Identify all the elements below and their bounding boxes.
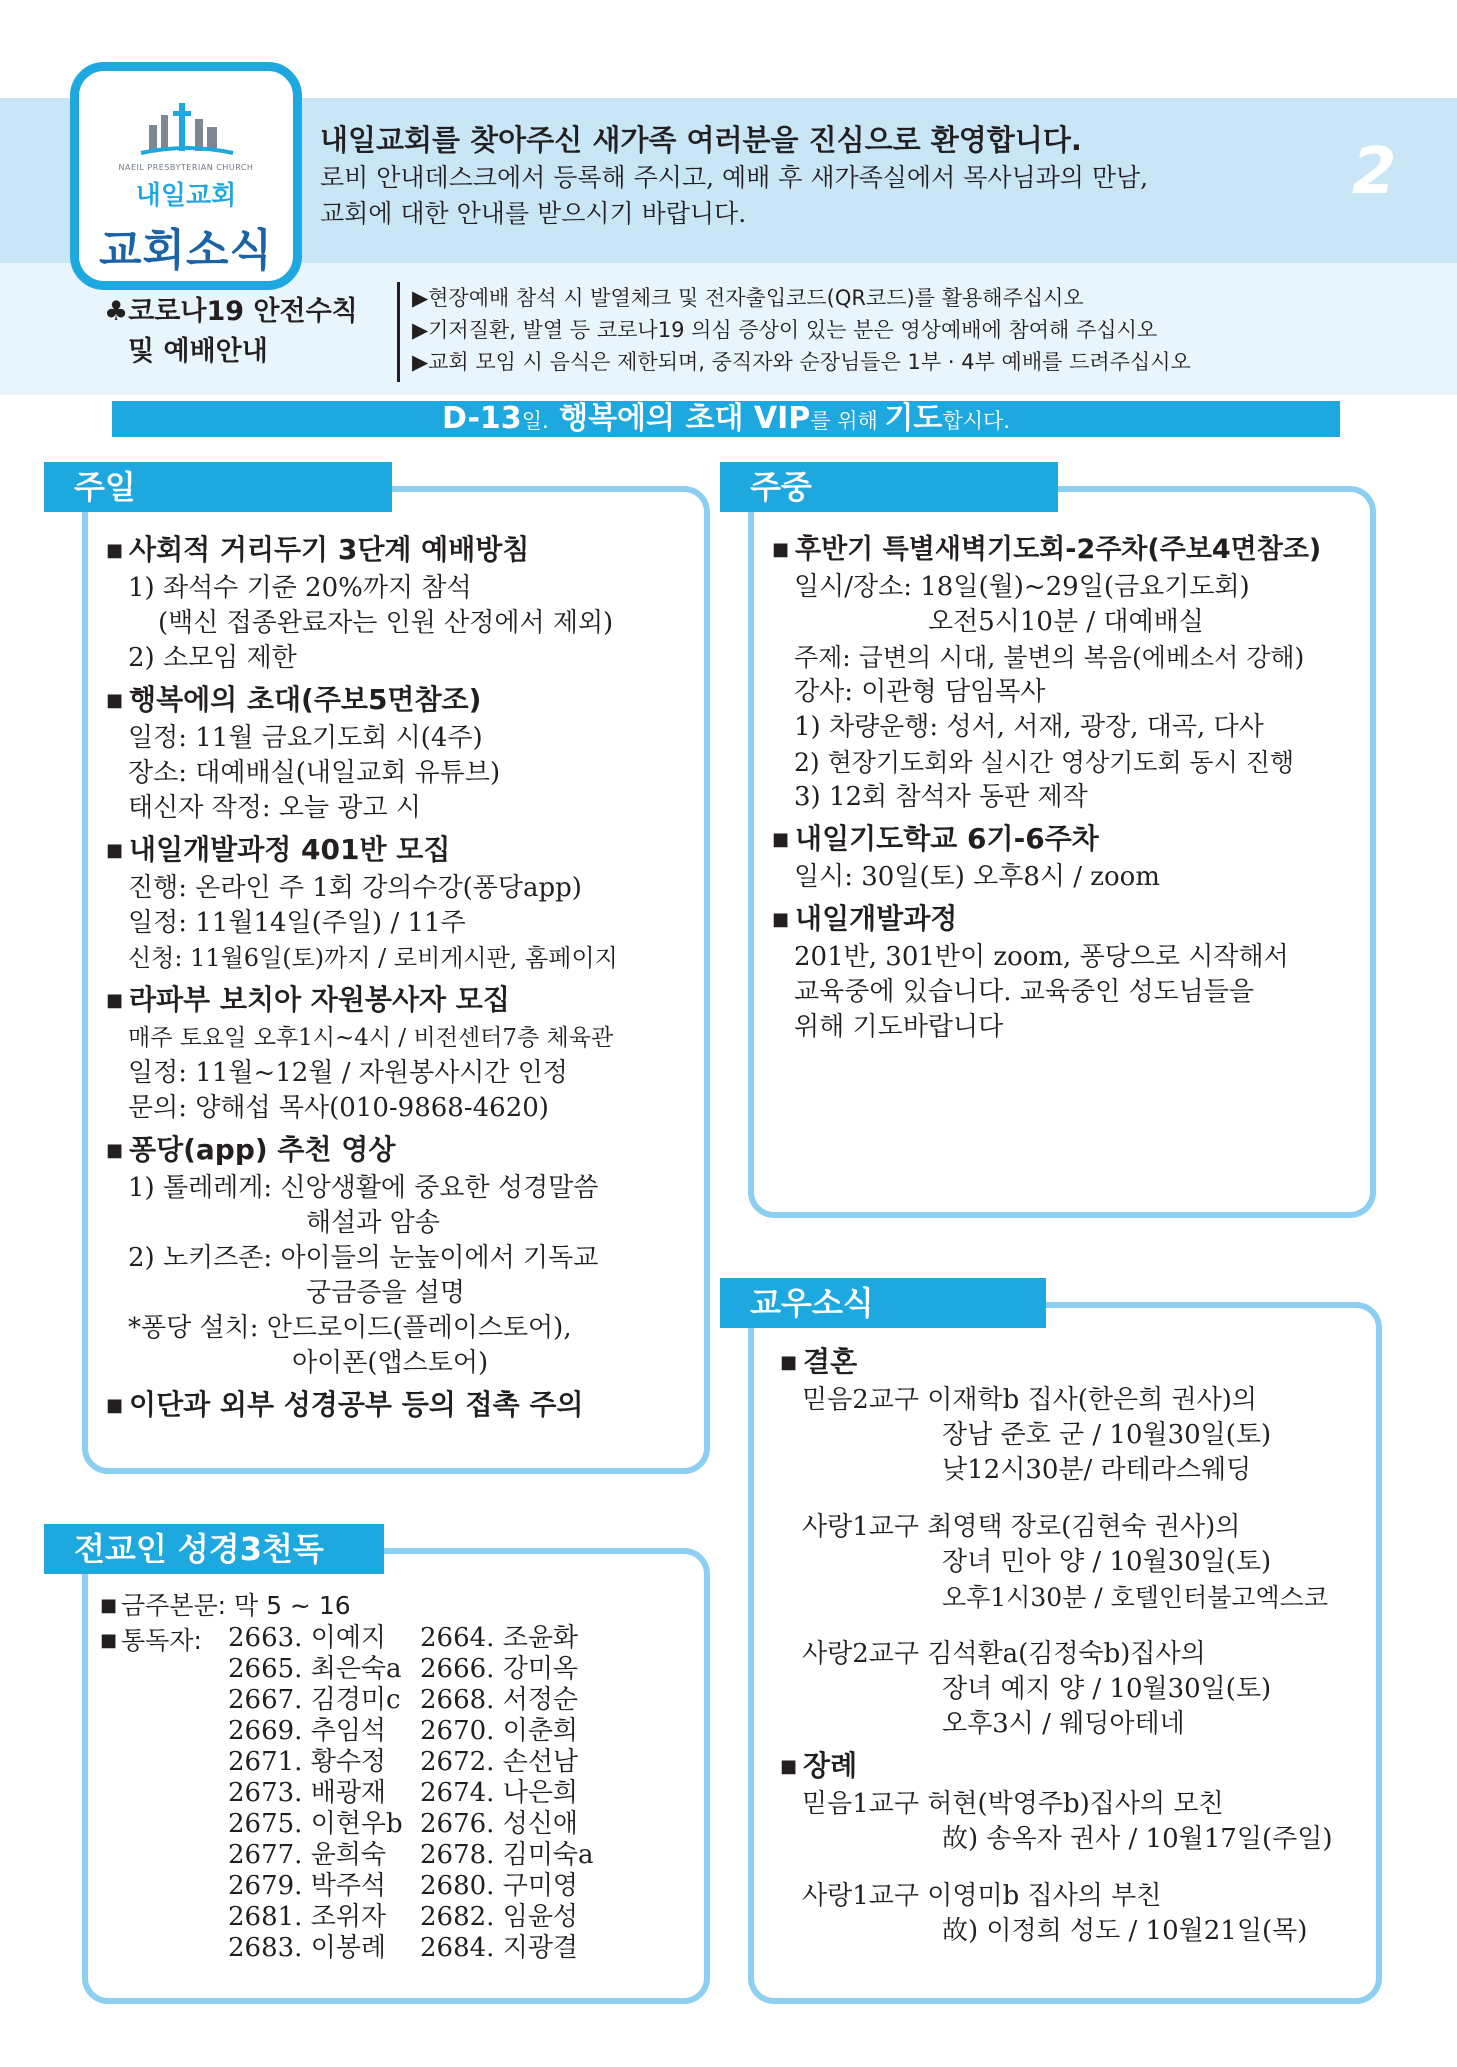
item-line: 위해 기도바랍니다 [794, 1012, 1004, 1042]
church-logo [70, 62, 302, 290]
item-title: ■ 이단과 외부 성경공부 등의 접촉 주의 [106, 1388, 584, 1421]
item-line: 일시: 30일(토) 오후8시 / zoom [794, 862, 1160, 892]
item-title: ■ 퐁당(app) 추천 영상 [106, 1133, 396, 1166]
members-item [780, 1746, 1380, 1949]
item-title: ■ 행복에의 초대(주보5면참조) [106, 683, 482, 716]
item-line: 2) 현장기도회와 실시간 영상기도회 동시 진행 [794, 748, 1295, 777]
welcome-line-2: 교회에 대한 안내를 받으시기 바랍니다. [320, 199, 747, 228]
item-line: 낮12시30분/ 라테라스웨딩 [942, 1455, 1252, 1485]
dday-count: D-13 [442, 401, 522, 436]
item-line: (백신 접종완료자는 인원 산정에서 제외) [158, 608, 614, 638]
item-line: 오후1시30분 / 호텔인터불고엑스코 [942, 1583, 1328, 1612]
weekday-item [772, 530, 1372, 815]
bible-readers-list: 2663. 이예지 2664. 조윤화 2665. 최은숙a 2666. 강미옥 2667. 김경미c 2668. 서정순 2669. 추임석 2670. 이춘희 2671. 황수정 2672. 손선남 2673. 배광재 2674. 나은희 2675. 이현우b 2676. 성신애 2677. 윤희숙 2678. 김미숙a 2679. 박주석 2680. 구미영 2681. 조위자 2682. 임윤성 2683. 이봉례 2684. 지광결 [228, 1623, 594, 1963]
sunday-item [106, 530, 706, 676]
item-line: 주제: 급변의 시대, 불변의 복음(에베소서 강해) [794, 643, 1305, 672]
logo-english-text: NAEIL PRESBYTERIAN CHURCH [118, 163, 254, 172]
dday-for: 를 위해 [810, 409, 885, 433]
bible-readers-label: ■ 통독자: [100, 1626, 202, 1655]
weekday-tab: 주중 [720, 462, 1058, 512]
item-line: *퐁당 설치: 안드로이드(플레이스토어), [128, 1313, 572, 1343]
item-line: 故) 이정희 성도 / 10월21일(목) [942, 1916, 1308, 1946]
item-line: 해설과 암송 [306, 1208, 440, 1238]
item-line: 믿음1교구 허현(박영주b)집사의 모친 [802, 1789, 1224, 1819]
covid-title-line-1: ♣코로나19 안전수칙 [104, 296, 358, 327]
sunday-tab: 주일 [44, 462, 392, 512]
item-line: 교육중에 있습니다. 교육중인 성도님들을 [794, 977, 1255, 1007]
covid-rules [412, 282, 1432, 378]
sunday-item [106, 1130, 706, 1381]
item-title: ■ 라파부 보치아 자원봉사자 모집 [106, 983, 510, 1016]
item-line: 강사: 이관형 담임목사 [794, 677, 1046, 707]
item-title: ■ 내일기도학교 6기-6주차 [772, 822, 1099, 855]
item-line: 故) 송옥자 권사 / 10월17일(주일) [942, 1824, 1333, 1854]
members-news-tab: 교우소식 [720, 1278, 1046, 1328]
item-title: ■ 장례 [780, 1749, 858, 1782]
covid-rule: ▶기저질환, 발열 등 코로나19 의심 증상이 있는 분은 영상예배에 참여해 주십시오 [412, 318, 1158, 342]
dday-event: 행복에의 초대 VIP [548, 401, 811, 436]
covid-title [104, 292, 358, 372]
item-title: ■ 결혼 [780, 1345, 858, 1378]
dday-end: 합시다. [942, 409, 1010, 433]
item-line: 사랑1교구 최영택 장로(김현숙 권사)의 [802, 1512, 1241, 1542]
covid-rule: ▶현장예배 참석 시 발열체크 및 전자출입코드(QR코드)를 활용해주십시오 [412, 286, 1084, 310]
welcome-title: 내일교회를 찾아주신 새가족 여러분을 진심으로 환영합니다. [320, 123, 1082, 157]
item-line: 201반, 301반이 zoom, 퐁당으로 시작해서 [794, 942, 1289, 972]
weekday-item [772, 819, 1372, 895]
item-line: 사랑1교구 이영미b 집사의 부친 [802, 1881, 1162, 1911]
item-line: 오전5시10분 / 대예배실 [928, 607, 1204, 637]
item-line: 1) 좌석수 기준 20%까지 참석 [128, 573, 472, 603]
item-title: ■ 내일개발과정 401반 모집 [106, 833, 451, 866]
sunday-item [106, 980, 706, 1126]
welcome-line-1: 로비 안내데스크에서 등록해 주시고, 예배 후 새가족실에서 목사님과의 만남, [320, 163, 1149, 192]
dday-unit: 일. [521, 409, 549, 433]
spacer [780, 1488, 1380, 1510]
bible-reading-tab: 전교인 성경3천독 [44, 1524, 384, 1574]
item-line: 1) 차량운행: 성서, 서재, 광장, 대곡, 다사 [794, 712, 1264, 742]
item-line: 일정: 11월~12월 / 자원봉사시간 인정 [128, 1058, 568, 1088]
church-skyline-icon [139, 95, 235, 165]
item-line: 오후3시 / 웨딩아테네 [942, 1709, 1185, 1739]
covid-rule: ▶교회 모임 시 음식은 제한되며, 중직자와 순장님들은 1부 · 4부 예배를 드려주십시오 [412, 350, 1191, 374]
item-line: 신청: 11월6일(토)까지 / 로비게시판, 홈페이지 [128, 944, 618, 972]
item-line: 믿음2교구 이재학b 집사(한은희 권사)의 [802, 1385, 1258, 1415]
page-title: 교회소식 [98, 225, 273, 276]
logo-church-name: 내일교회 [135, 181, 237, 211]
sunday-item [106, 830, 706, 976]
item-line: 매주 토요일 오후1시~4시 / 비전센터7층 체육관 [128, 1025, 614, 1051]
covid-divider [397, 282, 400, 382]
item-line: 장녀 예지 양 / 10월30일(토) [942, 1674, 1272, 1704]
item-title: ■ 내일개발과정 [772, 902, 958, 935]
item-title: ■ 후반기 특별새벽기도회-2주차(주보4면참조) [772, 534, 1322, 565]
item-line: 1) 톨레레게: 신앙생활에 중요한 성경말씀 [128, 1173, 599, 1203]
item-line: 사랑2교구 김석환a(김정숙b)집사의 [802, 1639, 1206, 1669]
dday-prayer-banner [112, 401, 1340, 437]
sunday-item [106, 680, 706, 826]
weekday-item [772, 899, 1372, 1045]
members-item [780, 1342, 1380, 1742]
spacer [780, 1857, 1380, 1879]
item-line: 궁금증을 설명 [306, 1278, 465, 1308]
item-line: 3) 12회 참석자 동판 제작 [794, 782, 1088, 812]
item-line: 2) 소모임 제한 [128, 643, 297, 673]
covid-title-line-2: 및 예배안내 [128, 336, 268, 367]
item-line: 장소: 대예배실(내일교회 유튜브) [128, 758, 501, 788]
item-line: 문의: 양해섭 목사(010-9868-4620) [128, 1093, 549, 1123]
weekday-content [772, 530, 1372, 1045]
item-line: 일정: 11월 금요기도회 시(4주) [128, 723, 483, 753]
item-line: 장남 준호 군 / 10월30일(토) [942, 1420, 1272, 1450]
item-line: 2) 노키즈존: 아이들의 눈높이에서 기독교 [128, 1243, 599, 1273]
sunday-content [106, 530, 706, 1426]
dday-pray: 기도 [884, 401, 943, 436]
page-number: 2 [1352, 135, 1397, 209]
item-line: 아이폰(앱스토어) [292, 1348, 489, 1378]
bible-passage: ■ 금주본문: 막 5 ~ 16 [100, 1591, 351, 1620]
welcome-message [320, 120, 1320, 232]
item-line: 태신자 작정: 오늘 광고 시 [128, 793, 421, 823]
spacer [780, 1615, 1380, 1637]
item-line: 장녀 민아 양 / 10월30일(토) [942, 1547, 1272, 1577]
item-line: 일정: 11월14일(주일) / 11주 [128, 908, 466, 938]
sunday-item [106, 1385, 706, 1426]
members-news-content [780, 1342, 1380, 1949]
item-title: ■ 사회적 거리두기 3단계 예배방침 [106, 533, 530, 566]
item-line: 진행: 온라인 주 1회 강의수강(퐁당app) [128, 873, 582, 903]
item-line: 일시/장소: 18일(월)~29일(금요기도회) [794, 572, 1250, 602]
